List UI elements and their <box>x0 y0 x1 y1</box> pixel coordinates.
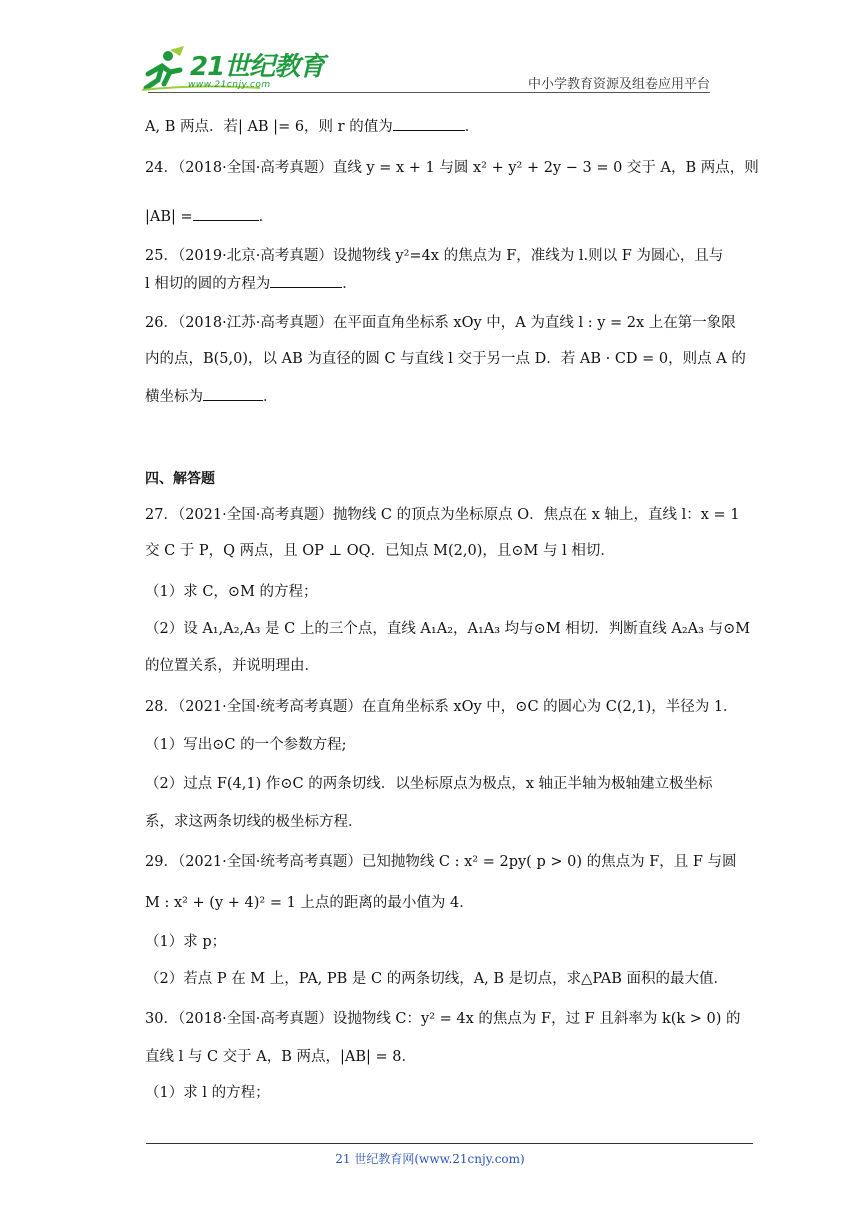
question-28: 28．（2021·全国·统考高考真题）在直角坐标系 xOy 中，⊙C 的圆心为 C(2,1)，半径为 1． <box>145 699 738 715</box>
question-27: 27．（2021·全国·高考真题）抛物线 C 的顶点为坐标原点 O．焦点在 x 轴上，直线 l：x = 1 <box>145 507 740 523</box>
question-24: 24．（2018·全国·高考真题）直线 y = x + 1 与圆 x² + y² + 2y − 3 = 0 交于 A，B 两点，则 <box>145 160 759 176</box>
question-26-line2: 内的点，B(5,0)，以 AB 为直径的圆 C 与直线 l 交于另一点 D．若 AB · CD = 0，则点 A 的 <box>145 351 746 367</box>
footer-divider <box>146 1143 753 1144</box>
question-29-line2: M : x² + (y + 4)² = 1 上点的距离的最小值为 4． <box>145 895 474 911</box>
question-29-part1: （1）求 p； <box>145 934 227 950</box>
question-30-line2: 直线 l 与 C 交于 A，B 两点，|AB| = 8． <box>145 1049 417 1065</box>
question-25: 25．（2019·北京·高考真题）设抛物线 y²=4x 的焦点为 F，准线为 l.则以 F 为圆心，且与 <box>145 248 724 264</box>
question-28-part1: （1）写出⊙C 的一个参数方程; <box>145 737 347 753</box>
question-24-answer: |AB| = ． <box>145 204 273 230</box>
question-30-part1: （1）求 l 的方程； <box>145 1085 270 1101</box>
question-27-part2-end: 的位置关系，并说明理由． <box>145 658 319 674</box>
question-30: 30．（2018·全国·高考真题）设抛物线 C：y² = 4x 的焦点为 F，过 F 且斜率为 k(k > 0) 的 <box>145 1011 741 1027</box>
question-27-line2: 交 C 于 P，Q 两点，且 OP ⊥ OQ．已知点 M(2,0)，且⊙M 与 l 相切． <box>145 543 615 559</box>
question-28-part2: （2）过点 F(4,1) 作⊙C 的两条切线．以坐标原点为极点，x 轴正半轴为极轴建立极坐标 <box>145 776 713 792</box>
question-26-answer: 横坐标为 ． <box>145 384 278 410</box>
section-title: 四、解答题 <box>145 471 215 487</box>
question-27-part1: （1）求 C，⊙M 的方程； <box>145 584 318 600</box>
logo-text: 21世纪教育 <box>190 52 325 82</box>
question-29: 29．（2021·全国·统考高考真题）已知抛物线 C : x² = 2py( p > 0) 的焦点为 F，且 F 与圆 <box>145 854 737 870</box>
platform-name: 中小学教育资源及组卷应用平台 <box>527 77 710 92</box>
header-divider <box>148 92 710 93</box>
question-26: 26．（2018·江苏·高考真题）在平面直角坐标系 xOy 中，A 为直线 l : y = 2x 上在第一象限 <box>145 315 736 331</box>
logo-url: www.21cnjy.com <box>188 80 271 90</box>
footer-link[interactable]: 21 世纪教育网(www.21cnjy.com) <box>335 1152 525 1166</box>
page-header <box>0 0 860 100</box>
question-28-part2-end: 系，求这两条切线的极坐标方程． <box>145 814 363 830</box>
question-27-part2: （2）设 A₁,A₂,A₃ 是 C 上的三个点，直线 A₁A₂，A₁A₃ 均与⊙M 相切．判断直线 A₂A₃ 与⊙M <box>145 621 751 637</box>
question-25-answer: l 相切的圆的方程为 ． <box>145 271 357 297</box>
question-23-end: A, B 两点．若| AB |= 6，则 r 的值为 ． <box>145 114 479 140</box>
question-29-part2: （2）若点 P 在 M 上，PA, PB 是 C 的两条切线，A, B 是切点，求△PAB 面积的最大值． <box>145 971 728 987</box>
